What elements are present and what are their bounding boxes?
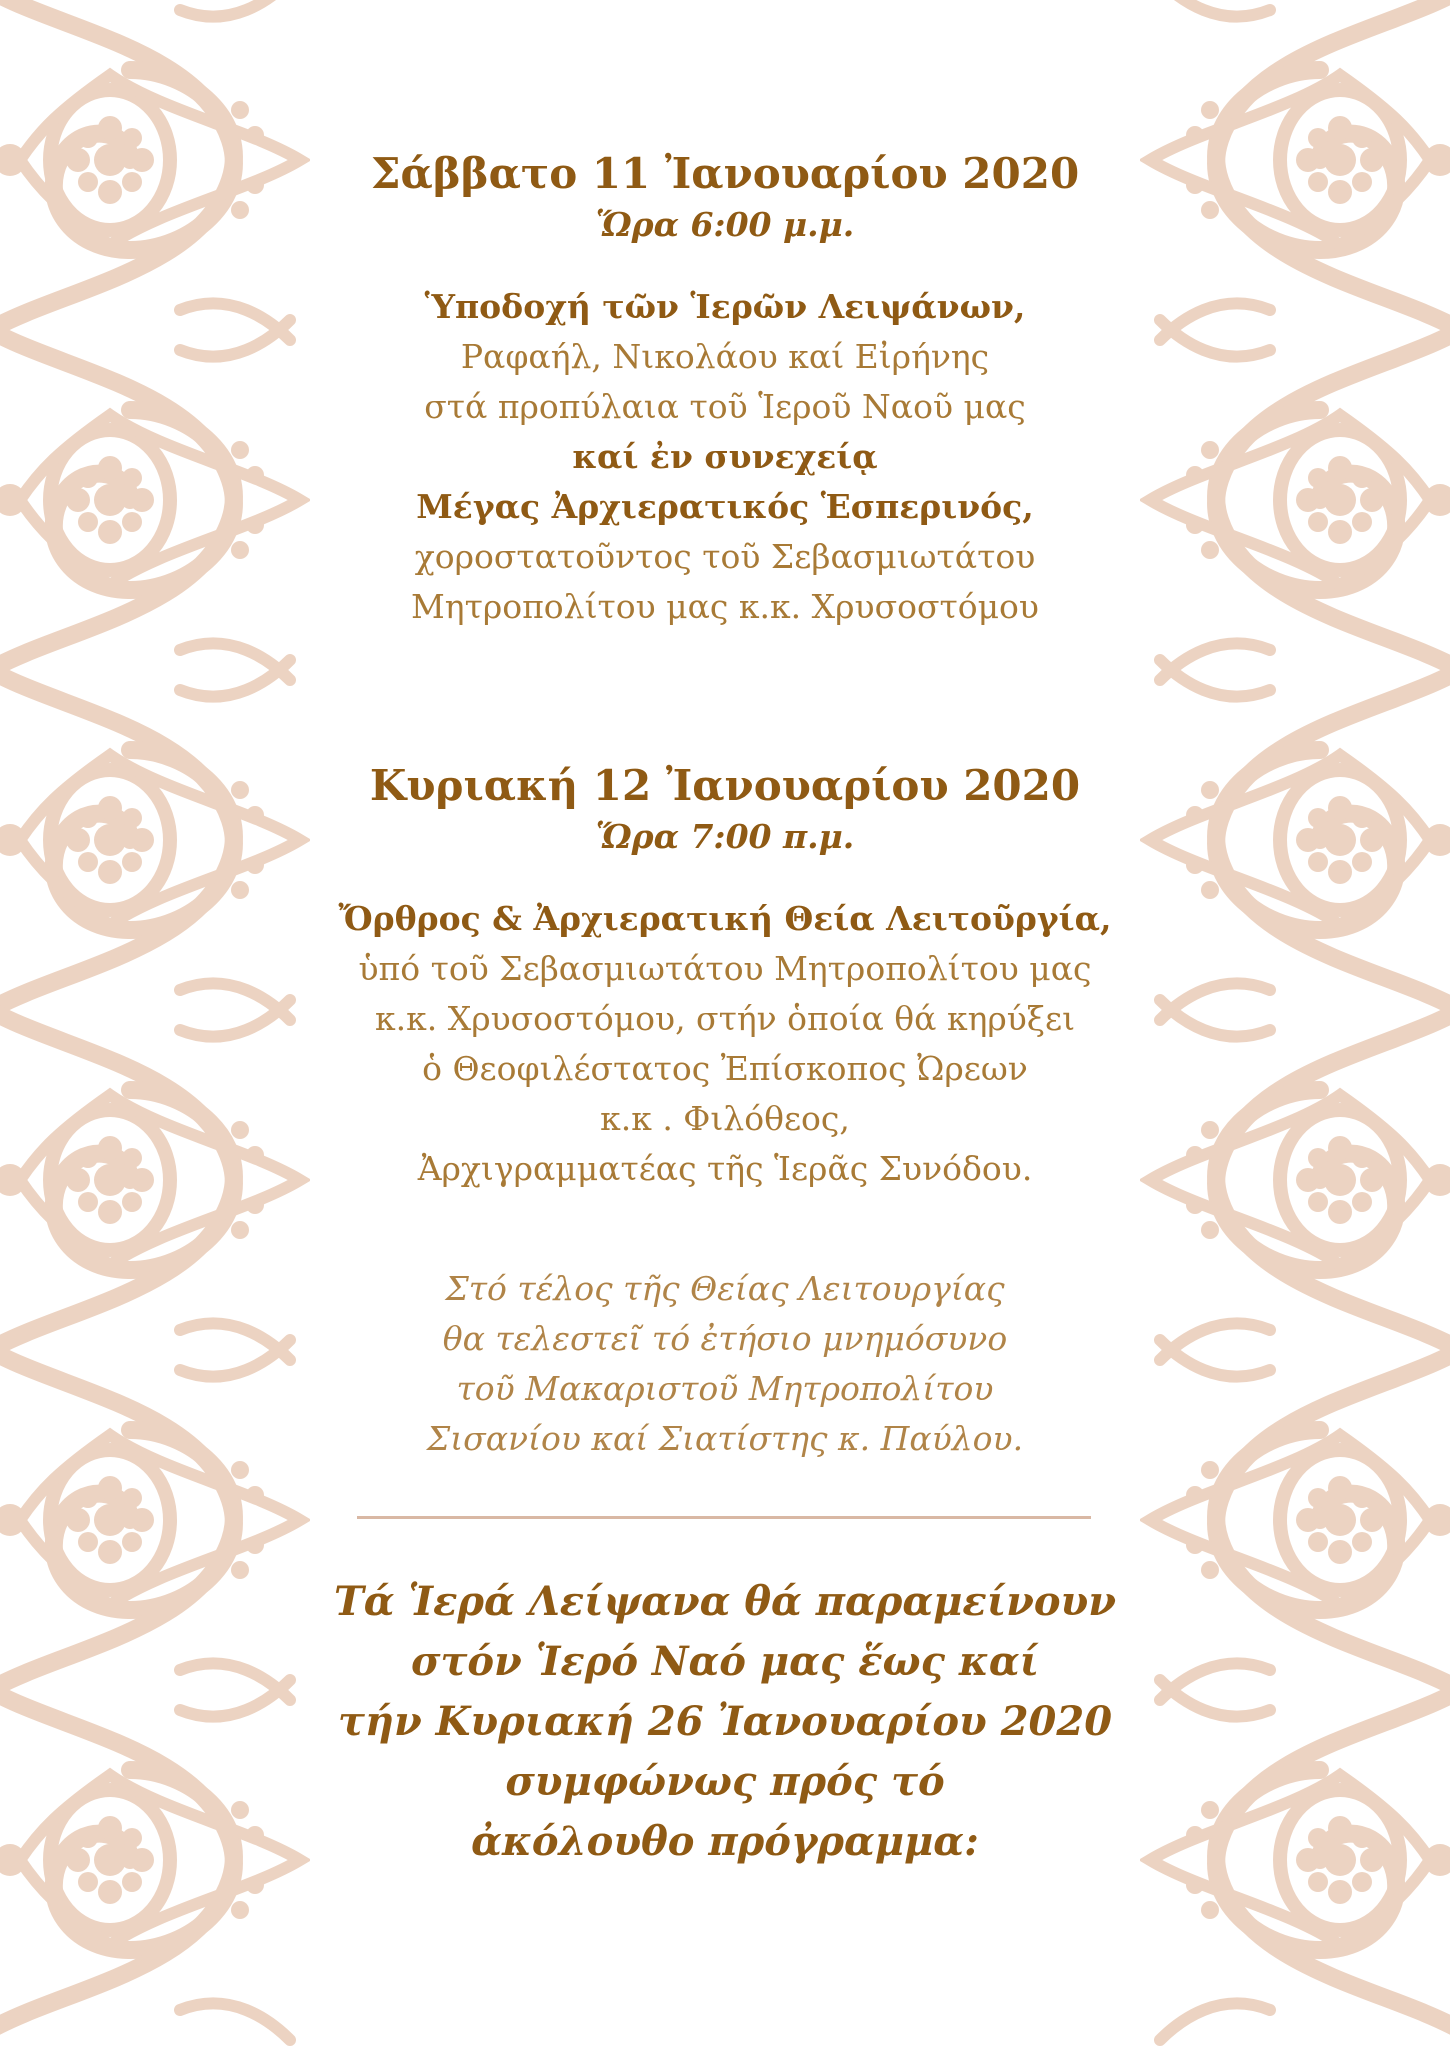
memorial-line: θα τελεστεῖ τό ἐτήσιο μνημόσυνο — [442, 1319, 1008, 1358]
sunday-line: Ἀρχιγραμματέας τῆς Ἱερᾶς Συνόδου. — [417, 1149, 1033, 1188]
sunday-time: Ὥρα 7:00 π.μ. — [595, 817, 855, 856]
saturday-line: στά προπύλαια τοῦ Ἱεροῦ Ναοῦ μας — [424, 387, 1026, 426]
sunday-line: ὁ Θεοφιλέστατος Ἐπίσκοπος Ὠρεων — [422, 1049, 1028, 1088]
sunday-line: Ὄρθρος & Ἀρχιερατική Θεία Λειτοῦργία, — [338, 899, 1112, 938]
sunday-section — [310, 758, 1140, 1194]
saturday-line: Ὑποδοχή τῶν Ἱερῶν Λειψάνων, — [424, 287, 1026, 326]
right-ornament-svg — [1140, 0, 1450, 2048]
sunday-date: Κυριακή 12 Ἰανουαρίου 2020 — [369, 761, 1081, 810]
sunday-line: κ.κ . Φιλόθεος, — [600, 1099, 850, 1138]
left-ornament-border — [0, 0, 310, 2048]
saturday-line: Ραφαήλ, Νικολάου καί Εἰρήνης — [460, 337, 990, 376]
announcement-line: συμφώνως πρός τό — [505, 1758, 945, 1805]
sunday-line: ὑπό τοῦ Σεβασμιωτάτου Μητροπολίτου μας — [358, 949, 1092, 988]
memorial-note — [310, 1264, 1140, 1464]
memorial-line: Σισανίου καί Σιατίστης κ. Παύλου. — [426, 1419, 1024, 1458]
announcement-line: τήν Κυριακή 26 Ἰανουαρίου 2020 — [337, 1698, 1113, 1745]
section-divider — [357, 1516, 1091, 1519]
saturday-date: Σάββατο 11 Ἰανουαρίου 2020 — [370, 149, 1080, 198]
sunday-line: κ.κ. Χρυσοστόμου, στήν ὁποία θά κηρύξει — [374, 999, 1076, 1038]
program-content — [310, 0, 1140, 2048]
memorial-line: τοῦ Μακαριστοῦ Μητροπολίτου — [456, 1369, 994, 1408]
saturday-line: χοροστατοῦντος τοῦ Σεβασμιωτάτου — [414, 537, 1036, 576]
memorial-line: Στό τέλος τῆς Θείας Λειτουργίας — [445, 1269, 1005, 1308]
saturday-section — [310, 146, 1140, 632]
announcement-line: στόν Ἱερό Ναό μας ἕως καί — [410, 1638, 1040, 1685]
saturday-line: καί ἐν συνεχείᾳ — [572, 437, 878, 476]
announcement-line: ἀκόλουθο πρόγραμμα: — [471, 1818, 979, 1865]
right-ornament-border — [1140, 0, 1450, 2048]
saturday-time: Ὥρα 6:00 μ.μ. — [595, 205, 855, 244]
left-ornament-svg — [0, 0, 310, 2048]
relics-announcement — [310, 1572, 1140, 1872]
saturday-line: Μητροπολίτου μας κ.κ. Χρυσοστόμου — [411, 587, 1039, 626]
announcement-line: Τά Ἱερά Λείψανα θά παραμείνουν — [333, 1578, 1117, 1625]
saturday-line: Μέγας Ἀρχιερατικός Ἑσπερινός, — [416, 487, 1034, 526]
